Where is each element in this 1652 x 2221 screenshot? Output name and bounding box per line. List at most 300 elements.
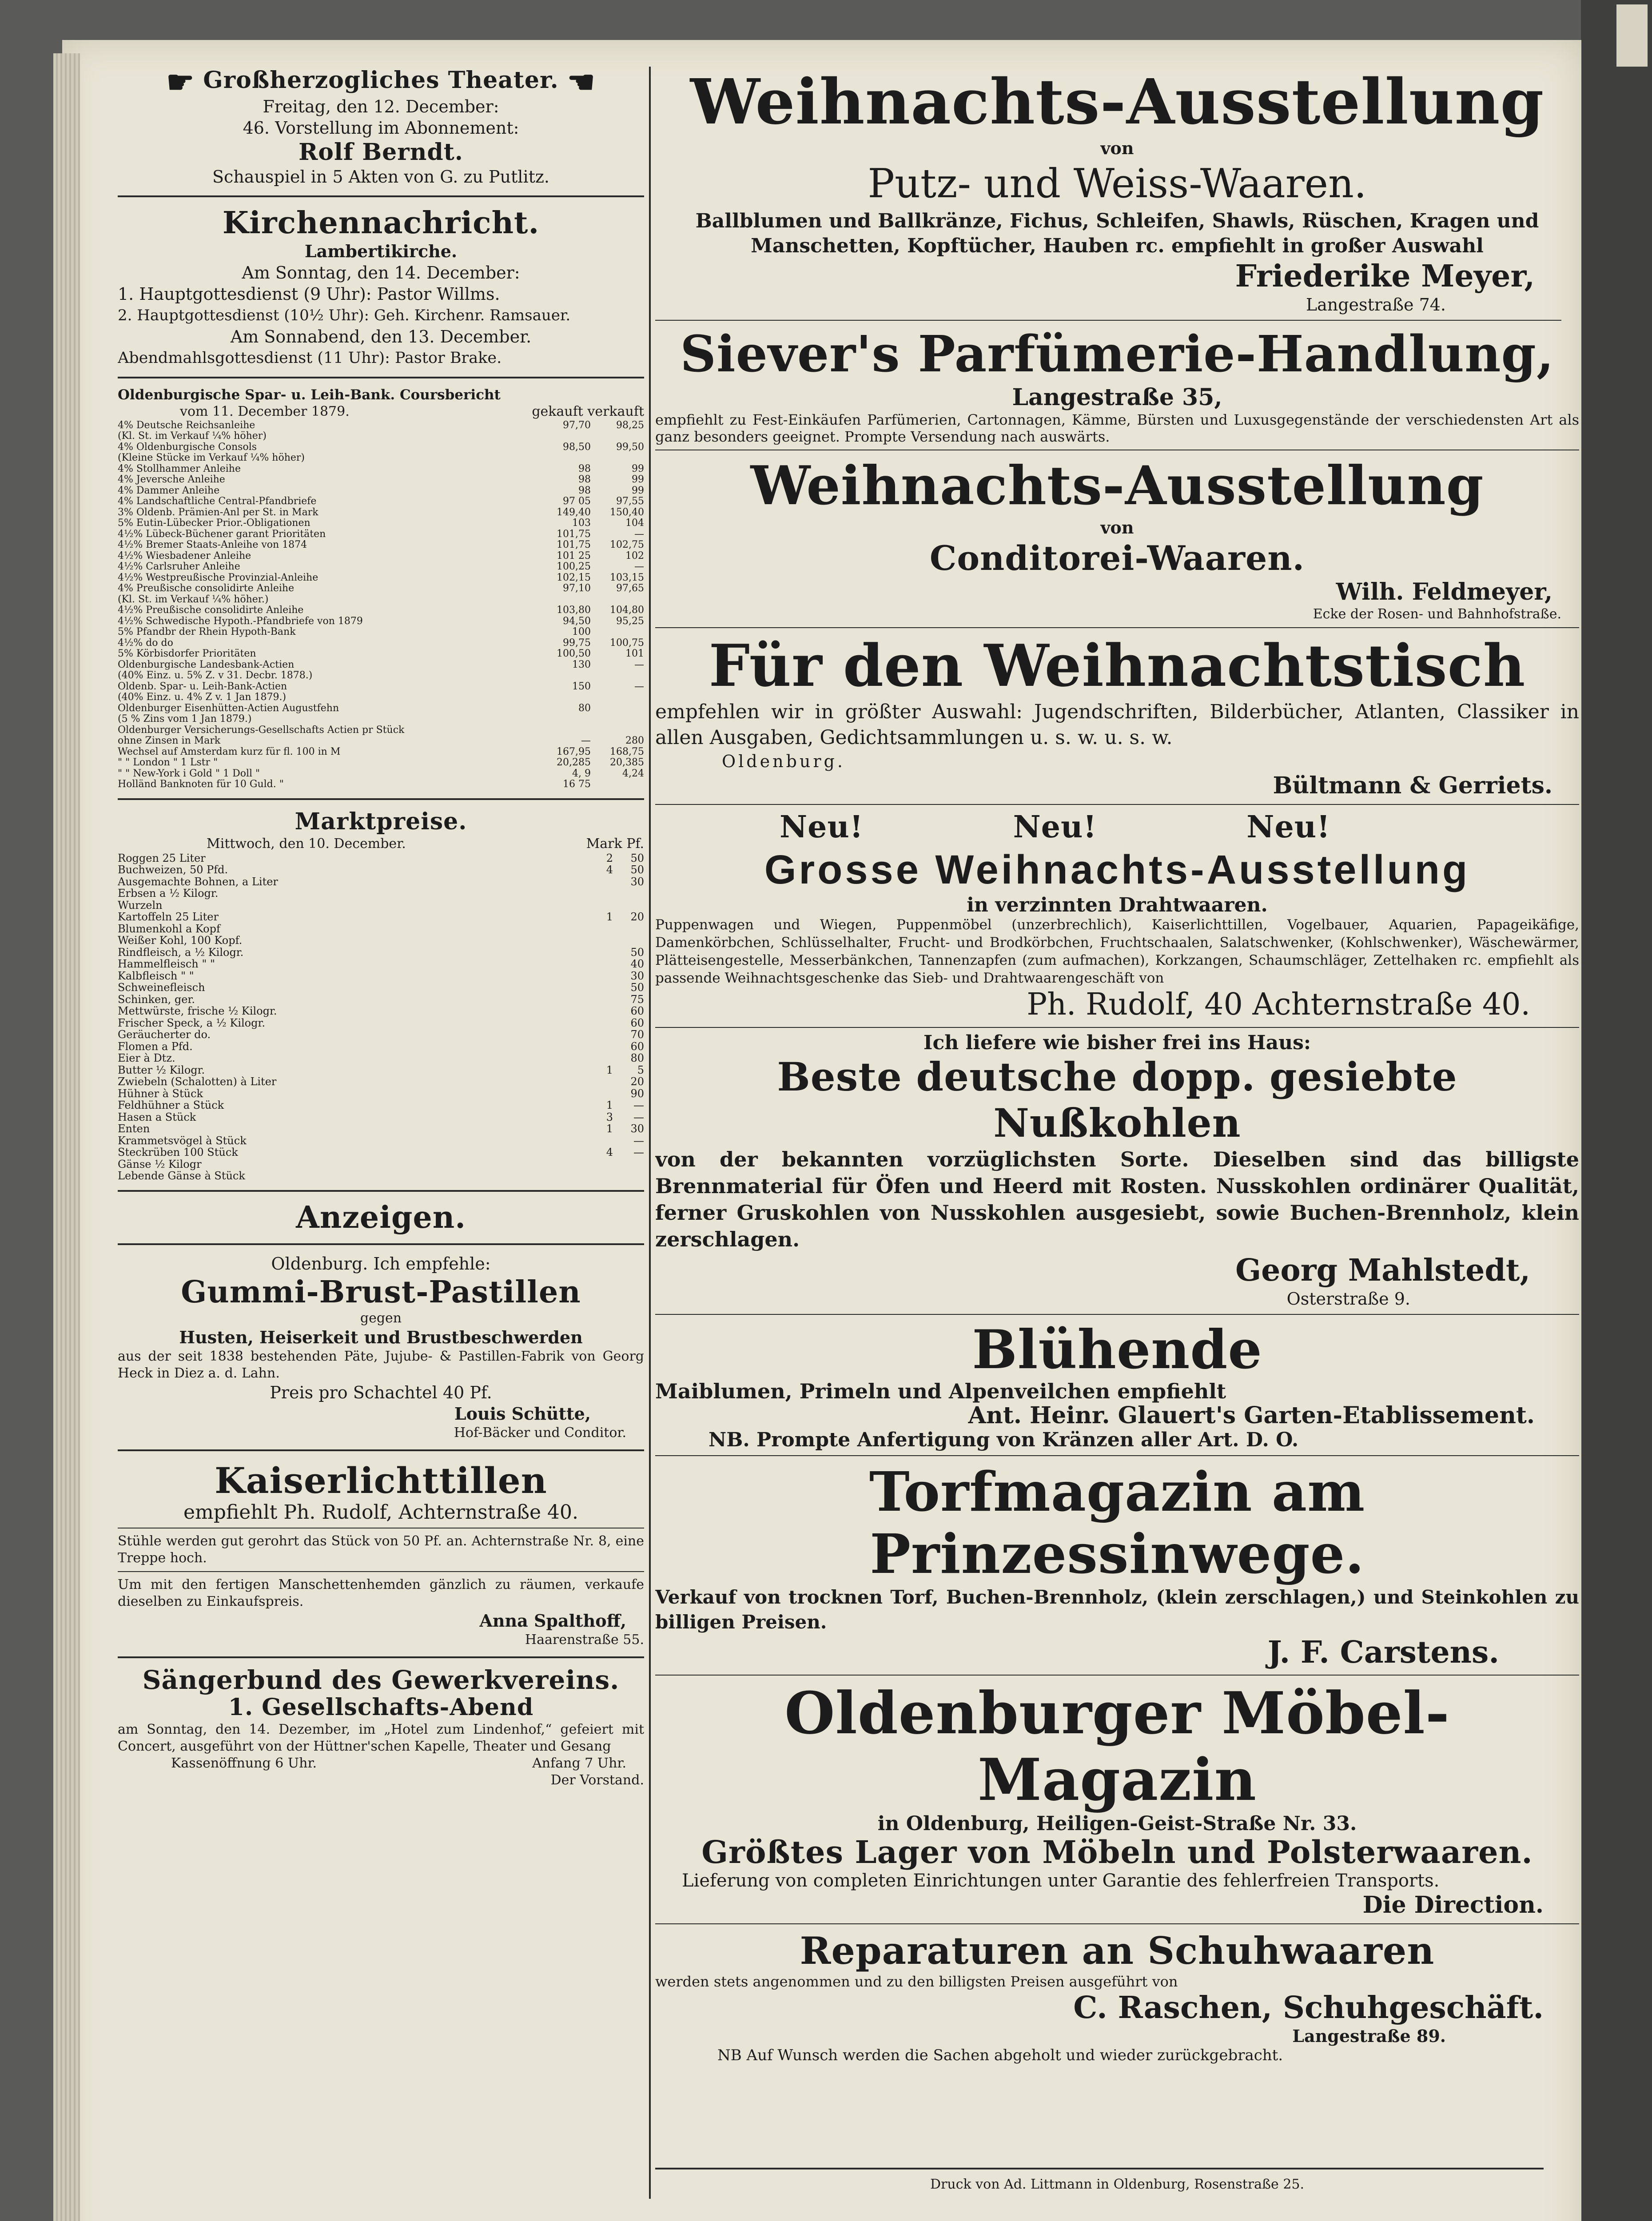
table-row: [118, 692, 644, 703]
mahlstedt-lead: Ich liefere wie bisher frei ins Haus:: [923, 1031, 1311, 1054]
theatre-notice: [118, 67, 644, 187]
divider: [118, 377, 644, 378]
row-label: Hasen a Stück: [118, 1110, 196, 1123]
rudolf-title: Grosse Weihnachts-Ausstellung: [764, 847, 1470, 892]
ad-spalthoff: [118, 1576, 644, 1648]
bank-table: [118, 420, 644, 790]
raschen-title: Reparaturen an Schuhwaaren: [800, 1929, 1435, 1973]
table-row: [118, 670, 644, 681]
church-name: Lambertikirche.: [304, 241, 458, 261]
row-value: 60: [630, 1005, 644, 1017]
row-label: Kartoffeln 25 Liter: [118, 911, 219, 923]
row-value: [582, 935, 613, 947]
row-value: [591, 627, 644, 638]
row-value: [613, 900, 644, 911]
row-value: [537, 692, 591, 703]
table-row: [118, 627, 644, 638]
row-value: 1: [606, 1099, 613, 1111]
row-value: [591, 670, 644, 681]
table-row: [118, 638, 644, 649]
row-label: 4% Jeversche Anleihe: [118, 474, 225, 485]
kaiser-line: empfiehlt Ph. Rudolf, Achternstraße 40.: [183, 1501, 578, 1524]
row-label: Eier à Dtz.: [118, 1052, 175, 1064]
row-value: [582, 947, 613, 959]
row-value: 95,25: [616, 616, 644, 627]
row-value: 103,80: [557, 605, 591, 616]
row-label: Wechsel auf Amsterdam kurz für fl. 100 in M: [118, 746, 341, 757]
table-row: [118, 453, 644, 464]
rudolf-sub: in verzinnten Drahtwaaren.: [967, 894, 1268, 916]
row-value: 16 75: [563, 779, 591, 790]
col-mark: Mark: [586, 836, 622, 852]
row-label: Holländ Banknoten für 10 Guld. ": [118, 779, 284, 790]
table-row: [118, 420, 644, 431]
row-label: Oldenburgische Landesbank-Actien: [118, 659, 295, 670]
row-value: [582, 1076, 613, 1088]
theatre-desc: Schauspiel in 5 Akten von G. zu Putlitz.: [212, 167, 549, 187]
row-label: 5% Eutin-Lübecker Prior.-Obligationen: [118, 518, 310, 529]
row-label: Wurzeln: [118, 899, 163, 911]
col-buy: gekauft: [532, 403, 583, 419]
table-row: [118, 703, 644, 714]
gummi-text: aus der seit 1838 bestehenden Päte, Jujube- & Pastillen-Fabrik von Georg Heck in Diez a. d. Lahn.: [118, 1348, 644, 1381]
raschen-name: C. Raschen, Schuhgeschäft.: [1073, 1990, 1544, 2026]
row-value: [582, 1088, 613, 1100]
row-label: Ausgemachte Bohnen, a Liter: [118, 875, 278, 888]
table-row: [118, 660, 644, 671]
raschen-addr: Langestraße 89.: [1292, 2026, 1446, 2046]
row-value: [537, 670, 591, 681]
row-value: —: [634, 561, 644, 572]
table-row: [118, 1158, 644, 1170]
divider: [655, 804, 1579, 805]
table-row: [118, 681, 644, 693]
gummi-gegen: gegen: [360, 1310, 402, 1326]
row-value: 102: [625, 550, 644, 561]
row-value: [582, 982, 613, 994]
moebel-addr: in Oldenburg, Heiligen-Geist-Straße Nr. 33.: [877, 1812, 1357, 1835]
binding-spine: [53, 53, 80, 2221]
row-label: 4% Landschaftliche Central-Pfandbriefe: [118, 496, 317, 507]
row-value: 104: [625, 518, 644, 529]
row-value: [537, 714, 591, 725]
table-row: [118, 1076, 644, 1088]
row-value: 100,25: [557, 561, 591, 572]
row-value: 94,50: [563, 616, 591, 627]
row-value: 50: [630, 852, 644, 864]
row-value: 60: [630, 1040, 644, 1053]
row-label: Schweinefleisch: [118, 981, 205, 994]
divider: [118, 1571, 644, 1572]
row-value: [582, 1170, 613, 1182]
row-label: Steckrüben 100 Stück: [118, 1146, 238, 1158]
divider: [655, 1027, 1579, 1028]
meyer-title: Weihnachts-Ausstellung: [690, 67, 1545, 139]
spalthoff-addr: Haarenstraße 55.: [525, 1632, 644, 1648]
row-value: 50: [630, 864, 644, 876]
meyer-text: Ballblumen und Ballkränze, Fichus, Schleifen, Shawls, Rüschen, Kragen und Manschetten, Kopftücher, Hauben rc. empfiehlt in großer Auswahl: [695, 210, 1539, 257]
row-value: —: [634, 681, 644, 692]
row-label: 4½% Bremer Staats-Anleihe von 1874: [118, 540, 307, 550]
pointing-hand-left-icon: ☛: [166, 67, 195, 100]
siever-title: Siever's Parfümerie-Handlung,: [680, 325, 1554, 383]
row-value: 1: [606, 1122, 613, 1135]
row-value: 100,50: [557, 649, 591, 659]
row-label: Schinken, ger.: [118, 993, 195, 1006]
row-value: 99,50: [616, 442, 644, 453]
table-row: [118, 852, 644, 864]
feldmeyer-addr: Ecke der Rosen- und Bahnhofstraße.: [1313, 606, 1561, 622]
row-value: 2: [606, 852, 613, 864]
row-label: Rindfleisch, a ½ Kilogr.: [118, 946, 244, 959]
feldmeyer-sub: Conditorei-Waaren.: [929, 538, 1305, 578]
raschen-nb: NB Auf Wunsch werden die Sachen abgeholt und wieder zurückgebracht.: [717, 2046, 1283, 2064]
row-label: 4% Dammer Anleihe: [118, 485, 220, 496]
row-value: —: [633, 1099, 644, 1111]
feldmeyer-title: Weihnachts-Ausstellung: [750, 454, 1484, 517]
gummi-name: Louis Schütte,: [454, 1403, 591, 1424]
church-title: Kirchennachricht.: [222, 205, 540, 241]
table-row: [118, 518, 644, 529]
row-value: 70: [630, 1028, 644, 1041]
saenger-text: am Sonntag, den 14. Dezember, im „Hotel zum Lindenhof,“ gefeiert mit Concert, ausgeführt von der Hüttner'schen Kapelle, Theater und Gesang: [118, 1721, 644, 1754]
row-value: 101 25: [557, 550, 591, 561]
row-value: 80: [578, 703, 591, 714]
church-service-2: 2. Hauptgottesdienst (10½ Uhr): Geh. Kirchenr. Ramsauer.: [118, 306, 571, 324]
feldmeyer-von: von: [1100, 517, 1134, 537]
meyer-sub: Putz- und Weiss-Waaren.: [868, 160, 1367, 207]
divider: [118, 195, 644, 197]
row-value: 103: [572, 518, 591, 529]
row-value: 3: [606, 1110, 613, 1123]
row-label: 3% Oldenb. Prämien-Anl per St. in Mark: [118, 507, 318, 518]
row-value: [582, 970, 613, 982]
row-label: Lebende Gänse à Stück: [118, 1170, 245, 1182]
row-label: 4% Preußische consolidirte Anleihe: [118, 583, 295, 594]
row-value: [582, 1158, 613, 1170]
scan-background-edge: [1581, 0, 1652, 2221]
row-value: [582, 958, 613, 970]
ad-gummi: [118, 1253, 644, 1441]
row-value: [537, 725, 591, 736]
mahlstedt-name: Georg Mahlstedt,: [1235, 1253, 1530, 1288]
row-value: 104,80: [610, 605, 644, 616]
row-value: 102,75: [610, 540, 644, 550]
table-row: [118, 923, 644, 935]
ad-bueltmann: [655, 633, 1579, 800]
gummi-ailments: Husten, Heiserkeit und Brustbeschwerden: [179, 1327, 583, 1347]
table-row: [118, 736, 644, 747]
row-label: 4% Deutsche Reichsanleihe: [118, 420, 255, 431]
table-row: [118, 616, 644, 627]
row-label: 4½% Wiesbadener Anleihe: [118, 550, 251, 561]
row-value: 97,70: [563, 420, 591, 431]
table-row: [118, 982, 644, 994]
row-value: —: [634, 529, 644, 540]
divider: [118, 1656, 644, 1658]
row-value: —: [633, 1134, 644, 1147]
ad-mahlstedt: [655, 1032, 1579, 1310]
gummi-price: Preis pro Schachtel 40 Pf.: [270, 1382, 492, 1402]
row-label: 4½% Carlsruher Anleihe: [118, 561, 240, 572]
table-row: [118, 474, 644, 486]
row-value: 50: [630, 981, 644, 994]
table-row: [118, 1017, 644, 1029]
divider: [655, 1675, 1579, 1676]
row-value: 97,55: [616, 496, 644, 507]
row-label: (Kl. St. im Verkauf ¼% höher): [118, 431, 267, 442]
row-label: 5% Körbisdorfer Prioritäten: [118, 649, 256, 659]
row-label: Enten: [118, 1122, 150, 1135]
row-value: [591, 453, 644, 464]
divider: [655, 1923, 1579, 1924]
row-value: 5: [637, 1063, 644, 1076]
row-value: 30: [630, 1122, 644, 1135]
row-label: Frischer Speck, a ½ Kilogr.: [118, 1016, 265, 1029]
row-label: Blumenkohl a Kopf: [118, 922, 220, 935]
row-value: 280: [625, 736, 644, 746]
pointing-hand-right-icon: ☚: [567, 67, 596, 100]
bank-title: Oldenburgische Spar- u. Leih-Bank. Coursbericht: [118, 386, 501, 403]
row-value: [613, 1158, 644, 1170]
moebel-title: Oldenburger Möbel-Magazin: [784, 1679, 1450, 1814]
gummi-product: Gummi-Brust-Pastillen: [181, 1274, 581, 1310]
rudolf-name: Ph. Rudolf, 40 Achternstraße 40.: [1027, 987, 1530, 1022]
row-value: 30: [630, 875, 644, 888]
row-value: —: [581, 736, 591, 746]
row-value: 130: [572, 659, 591, 670]
table-row: [118, 1041, 644, 1053]
bueltmann-city: Oldenburg.: [722, 752, 845, 771]
table-row: [118, 911, 644, 923]
row-value: 4, 9: [572, 768, 591, 779]
church-saturday: Am Sonnabend, den 13. December.: [230, 326, 532, 346]
row-label: Feldhühner a Stück: [118, 1099, 224, 1111]
spalthoff-text: Um mit den fertigen Manschettenhemden gänzlich zu räumen, verkaufe dieselben zu Einkaufspreis.: [118, 1576, 644, 1609]
table-row: [118, 594, 644, 605]
glauert-title: Blühende: [972, 1318, 1262, 1381]
row-value: —: [634, 659, 644, 670]
row-value: —: [633, 1146, 644, 1158]
row-value: 167,95: [557, 746, 591, 757]
row-value: [582, 900, 613, 911]
row-value: 1: [606, 1063, 613, 1076]
table-row: [118, 1088, 644, 1100]
footer-rule: [655, 2168, 1544, 2169]
row-label: ohne Zinsen in Mark: [118, 736, 221, 746]
ad-moebel: [655, 1680, 1579, 1919]
mahlstedt-title: Beste deutsche dopp. gesiebte Nußkohlen: [777, 1054, 1457, 1146]
row-value: [582, 1041, 613, 1053]
market-prices: [118, 808, 644, 1182]
table-row: [118, 1170, 644, 1182]
table-row: [118, 573, 644, 584]
ad-kaiser: [118, 1459, 644, 1523]
church-sunday: Am Sonntag, den 14. December:: [242, 263, 520, 283]
table-row: [118, 551, 644, 562]
table-row: [118, 1005, 644, 1017]
rudolf-text: Puppenwagen und Wiegen, Puppenmöbel (unzerbrechlich), Kaiserlichttillen, Vogelbauer, Aquarien, Papageikäfige, Damenkörbchen, Schlüsselhalter, Frucht- und Brodkörbchen, Fruchtschaalen, Salatschwenker, (Kohlschwenker), Wäschewärmer, Plätteisengestelle, Messerbänkchen, Tannenzapfen (zum aufmachen), Korkzangen, Schaumschläger, Zettelhaken rc. empfiehlt als passende Weihnachtsgeschenke das Sieb- und Drahtwaarengeschäft von: [655, 917, 1579, 986]
saenger-times: [118, 1755, 644, 1772]
row-value: 30: [630, 969, 644, 982]
row-label: Oldenb. Spar- u. Leih-Bank-Actien: [118, 681, 287, 692]
table-row: [118, 1146, 644, 1158]
market-date: Mittwoch, den 10. December.: [207, 836, 406, 852]
table-row: [118, 507, 644, 518]
row-value: 101,75: [557, 540, 591, 550]
theatre-title: Großherzogliches Theater.: [203, 67, 559, 94]
row-value: [537, 594, 591, 605]
saenger-title: Sängerbund des Gewerkvereins.: [142, 1664, 620, 1695]
carstens-title: Torfmagazin am Prinzessinwege.: [869, 1460, 1365, 1586]
row-label: 4½% Lübeck-Büchener garant Prioritäten: [118, 529, 326, 540]
row-value: [591, 692, 644, 703]
row-label: (Kleine Stücke im Verkauf ¼% höher): [118, 453, 305, 463]
row-value: 100,75: [610, 637, 644, 649]
spalthoff-name: Anna Spalthoff,: [479, 1610, 626, 1631]
table-row: [118, 442, 644, 453]
table-row: [118, 1135, 644, 1147]
siever-addr: Langestraße 35,: [1012, 384, 1222, 411]
carstens-text: Verkauf von trocknen Torf, Buchen-Brennholz, (klein zerschlagen,) und Steinkohlen zu billigen Preisen.: [655, 1586, 1579, 1633]
row-value: 4: [606, 1146, 613, 1158]
row-label: (40% Einz. u. 4% Z v. 1 Jan 1879.): [118, 692, 287, 703]
table-row: [118, 561, 644, 573]
theatre-performance: 46. Vorstellung im Abonnement:: [243, 118, 519, 138]
col-pf: Pf.: [626, 836, 644, 852]
row-label: " " London " 1 Lstr ": [118, 757, 218, 768]
row-label: Hühner à Stück: [118, 1087, 203, 1100]
rudolf-neu-2: Neu!: [1013, 809, 1097, 845]
glauert-name: Ant. Heinr. Glauert's Garten-Etablissement.: [968, 1402, 1535, 1429]
row-value: 20: [630, 911, 644, 923]
table-row: [118, 1064, 644, 1076]
divider: [118, 1449, 644, 1451]
ad-raschen: [655, 1929, 1579, 2064]
row-value: 99: [632, 485, 644, 496]
row-label: Krammetsvögel à Stück: [118, 1134, 247, 1147]
row-value: [582, 923, 613, 935]
row-label: Oldenburger Eisenhütten-Actien Augustfehn: [118, 703, 339, 714]
row-value: 20,385: [610, 757, 644, 768]
glauert-nb: NB. Prompte Anfertigung von Kränzen aller Art. D. O.: [709, 1429, 1299, 1451]
row-label: Butter ½ Kilogr.: [118, 1063, 205, 1076]
row-value: 98: [578, 485, 591, 496]
divider: [655, 1455, 1579, 1456]
table-row: [118, 757, 644, 768]
row-value: [591, 714, 644, 725]
table-row: [118, 888, 644, 900]
table-row: [118, 605, 644, 616]
mahlstedt-text: von der bekannten vorzüglichsten Sorte. Dieselben sind das billigste Brennmaterial für Öfen und Heerd mit Rosten. Nusskohlen ordinärer Qualität, ferner Gruskohlen von Nusskohlen ausgesiebt, sowie Buchen-Brennholz, klein zerschlagen.: [655, 1147, 1579, 1251]
bueltmann-name: Bültmann & Gerriets.: [1273, 772, 1552, 799]
meyer-von: von: [1100, 138, 1134, 158]
row-value: 100: [572, 627, 591, 637]
table-row: [118, 947, 644, 959]
ad-staehle: Stühle werden gut gerohrt das Stück von 50 Pf. an. Achternstraße Nr. 8, eine Treppe hoch.: [118, 1533, 644, 1566]
bueltmann-title: Für den Weihnachtstisch: [709, 632, 1526, 700]
row-value: —: [633, 1110, 644, 1123]
row-value: [537, 431, 591, 442]
row-value: 1: [606, 911, 613, 923]
row-value: [582, 1052, 613, 1064]
printer-footer: Druck von Ad. Littmann in Oldenburg, Rosenstraße 25.: [930, 2177, 1305, 2192]
row-value: [582, 1029, 613, 1041]
right-column: [655, 67, 1579, 2208]
row-value: [582, 994, 613, 1006]
row-value: 97,10: [563, 583, 591, 594]
table-row: [118, 747, 644, 758]
row-label: 4½% Preußische consolidirte Anleihe: [118, 605, 304, 616]
saenger-open: Kassenöffnung 6 Uhr.: [171, 1755, 317, 1771]
row-label: Weißer Kohl, 100 Kopf.: [118, 934, 243, 947]
row-value: 75: [630, 993, 644, 1006]
row-label: Mettwürste, frische ½ Kilogr.: [118, 1005, 277, 1017]
row-value: 90: [630, 1087, 644, 1100]
row-value: 103,15: [610, 572, 644, 583]
table-row: [118, 529, 644, 540]
row-value: 98,25: [616, 420, 644, 431]
row-value: [591, 431, 644, 442]
table-row: [118, 1029, 644, 1041]
row-label: (40% Einz. u. 5% Z. v 31. Decbr. 1878.): [118, 670, 313, 681]
row-value: 102,15: [557, 572, 591, 583]
row-value: [591, 703, 644, 714]
carstens-name: J. F. Carstens.: [1267, 1635, 1499, 1670]
raschen-text: werden stets angenommen und zu den billigsten Preisen ausgeführt von: [655, 1973, 1178, 1990]
row-value: [582, 876, 613, 888]
divider: [655, 627, 1579, 628]
column-divider: [649, 67, 651, 2199]
row-value: 149,40: [557, 507, 591, 518]
row-value: [613, 923, 644, 935]
church-service-1: 1. Hauptgottesdienst (9 Uhr): Pastor Willms.: [118, 284, 500, 304]
table-row: [118, 649, 644, 660]
row-value: [613, 888, 644, 900]
table-row: [118, 486, 644, 497]
ad-feldmeyer: [655, 455, 1579, 623]
row-label: 4½% Westpreußische Provinzial-Anleihe: [118, 572, 318, 583]
table-row: [118, 496, 644, 507]
ad-carstens: [655, 1461, 1579, 1670]
row-value: 4,24: [622, 768, 644, 779]
row-label: Zwiebeln (Schalotten) à Liter: [118, 1075, 277, 1088]
page-tab: [1616, 4, 1648, 67]
saenger-event: 1. Gesellschafts-Abend: [228, 1693, 534, 1721]
theatre-play: Rolf Berndt.: [299, 138, 463, 166]
table-row: [118, 1111, 644, 1123]
ad-glauert: [655, 1319, 1579, 1451]
row-label: " " New-York i Gold " 1 Doll ": [118, 768, 260, 779]
row-value: [613, 935, 644, 947]
table-row: [118, 1123, 644, 1135]
row-value: [582, 1135, 613, 1147]
divider: [118, 1243, 644, 1245]
row-value: [591, 725, 644, 736]
row-label: 4% Oldenburgische Consols: [118, 442, 257, 453]
row-label: Hammelfleisch " ": [118, 958, 215, 970]
row-value: 40: [630, 958, 644, 970]
row-label: 4½% Schwedische Hypoth.-Pfandbriefe von 1879: [118, 616, 363, 627]
row-value: 99: [632, 463, 644, 474]
left-column: [118, 67, 644, 2199]
row-value: 101: [625, 649, 644, 659]
row-value: [591, 779, 644, 790]
row-value: [582, 1005, 613, 1017]
church-notice: [118, 205, 644, 369]
rudolf-neu-1: Neu!: [780, 809, 864, 845]
row-label: 4½% do do: [118, 637, 173, 649]
